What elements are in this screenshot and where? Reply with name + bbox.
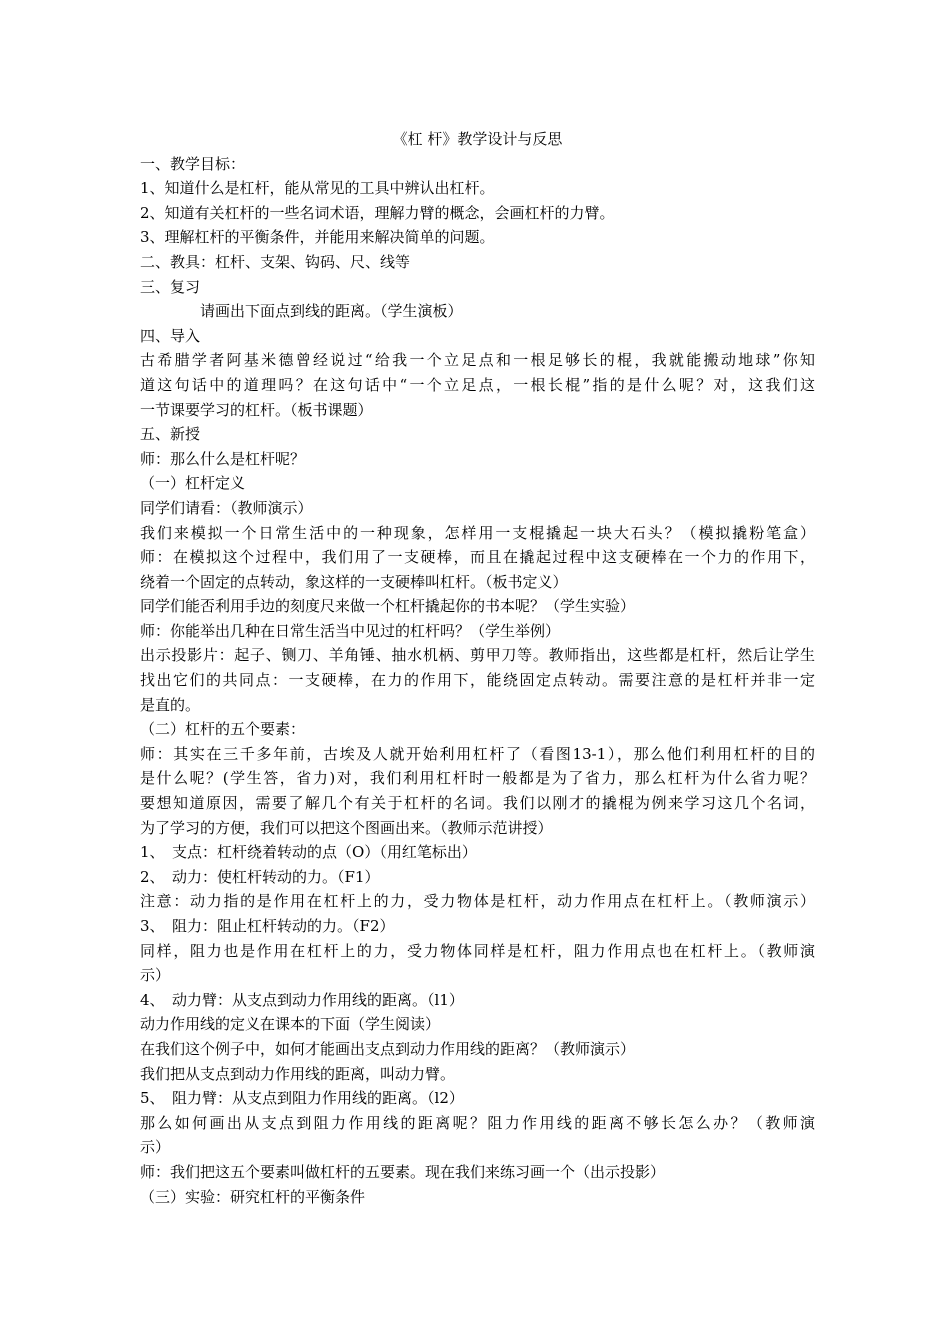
text-line: 动力作用线的定义在课本的下面（学生阅读） [140, 1015, 441, 1034]
text-line: 师：其实在三千多年前，古埃及人就开始利用杠杆了（看图13-1），那么他们利用杠杆的目的 [140, 744, 815, 763]
text-line: 三、复习 [140, 277, 201, 296]
text-line: 那么如何画出从支点到阻力作用线的距离呢？阻力作用线的距离不够长怎么办？（教师演 [140, 1113, 815, 1132]
text-line: 是直的。 [140, 695, 201, 714]
text-line: 找出它们的共同点：一支硬棒，在力的作用下，能绕固定点转动。需要注意的是杠杆并非一定 [140, 671, 815, 690]
text-line: 1、 支点：杠杆绕着转动的点（O）（用红笔标出） [140, 843, 477, 862]
text-line: （三）实验：研究杠杆的平衡条件 [140, 1187, 366, 1206]
text-line: 我们来模拟一个日常生活中的一种现象，怎样用一支棍撬起一块大石头？（模拟撬粉笔盒） [140, 523, 815, 542]
text-line: 一、教学目标： [140, 154, 246, 173]
text-line: 是什么呢？(学生答，省力)对，我们利用杠杆时一般都是为了省力，那么杠杆为什么省力呢？ [140, 769, 815, 788]
text-line: 要想知道原因，需要了解几个有关于杠杆的名词。我们以刚才的撬棍为例来学习这几个名词， [140, 794, 815, 813]
text-line: 古希腊学者阿基米德曾经说过“给我一个立足点和一根足够长的棍，我就能搬动地球”你知 [140, 351, 815, 370]
text-line: 五、新授 [140, 425, 201, 444]
text-line: 绕着一个固定的点转动，象这样的一支硬棒叫杠杆。（板书定义） [140, 572, 568, 591]
text-line: 2、知道有关杠杆的一些名词术语，理解力臂的概念，会画杠杆的力臂。 [140, 203, 615, 222]
text-line: 为了学习的方便，我们可以把这个图画出来。（教师示范讲授） [140, 818, 553, 837]
text-line: 出示投影片：起子、铡刀、羊角锤、抽水机柄、剪甲刀等。教师指出，这些都是杠杆，然后让学生 [140, 646, 815, 665]
text-line: 同学们请看：（教师演示） [140, 498, 313, 517]
text-line: （二）杠杆的五个要素： [140, 720, 306, 739]
text-line: 请画出下面点到线的距离。（学生演板） [200, 302, 463, 321]
text-line: 师：在模拟这个过程中，我们用了一支硬棒，而且在撬起过程中这支硬棒在一个力的作用下， [140, 548, 815, 567]
document-body [140, 152, 815, 1210]
text-line: 我们把从支点到动力作用线的距离，叫动力臂。 [140, 1064, 456, 1083]
text-line: 3、理解杠杆的平衡条件，并能用来解决简单的问题。 [140, 228, 495, 247]
text-line: 示） [140, 966, 171, 985]
document-title: 《杠 杆》教学设计与反思 [392, 130, 563, 148]
text-line: 2、 动力：使杠杆转动的力。（F1） [140, 867, 380, 886]
text-line: 注意：动力指的是作用在杠杆上的力，受力物体是杠杆，动力作用点在杠杆上。（教师演示） [140, 892, 815, 911]
text-line: 一节课要学习的杠杆。（板书课题） [140, 400, 373, 419]
text-line: 示） [140, 1138, 171, 1157]
text-line: 3、 阻力：阻止杠杆转动的力。（F2） [140, 917, 395, 935]
text-line: 道这句话中的道理吗？在这句话中“一个立足点，一根长棍”指的是什么呢？对，这我们这 [140, 375, 815, 394]
text-line: 师：我们把这五个要素叫做杠杆的五要素。现在我们来练习画一个（出示投影） [140, 1162, 666, 1181]
text-line: 在我们这个例子中，如何才能画出支点到动力作用线的距离？（教师演示） [140, 1039, 636, 1058]
text-line: 同学们能否利用手边的刻度尺来做一个杠杆撬起你的书本呢？（学生实验） [140, 597, 636, 616]
document-page [140, 127, 815, 1209]
text-line: 二、教具：杠杆、支架、钩码、尺、线等 [140, 252, 411, 271]
text-line: 师：你能举出几种在日常生活当中见过的杠杆吗？（学生举例） [140, 621, 561, 640]
text-line: 同样，阻力也是作用在杠杆上的力，受力物体同样是杠杆，阻力作用点也在杠杆上。（教师演 [140, 941, 815, 960]
text-line: 四、导入 [140, 326, 201, 345]
text-line: 5、 阻力臂：从支点到阻力作用线的距离。（l2） [140, 1089, 464, 1108]
text-line: 4、 动力臂：从支点到动力作用线的距离。（l1） [140, 990, 464, 1009]
text-line: 师：那么什么是杠杆呢？ [140, 449, 306, 468]
text-line: （一）杠杆定义 [140, 474, 246, 493]
text-line: 1、知道什么是杠杆，能从常见的工具中辨认出杠杆。 [140, 179, 495, 198]
